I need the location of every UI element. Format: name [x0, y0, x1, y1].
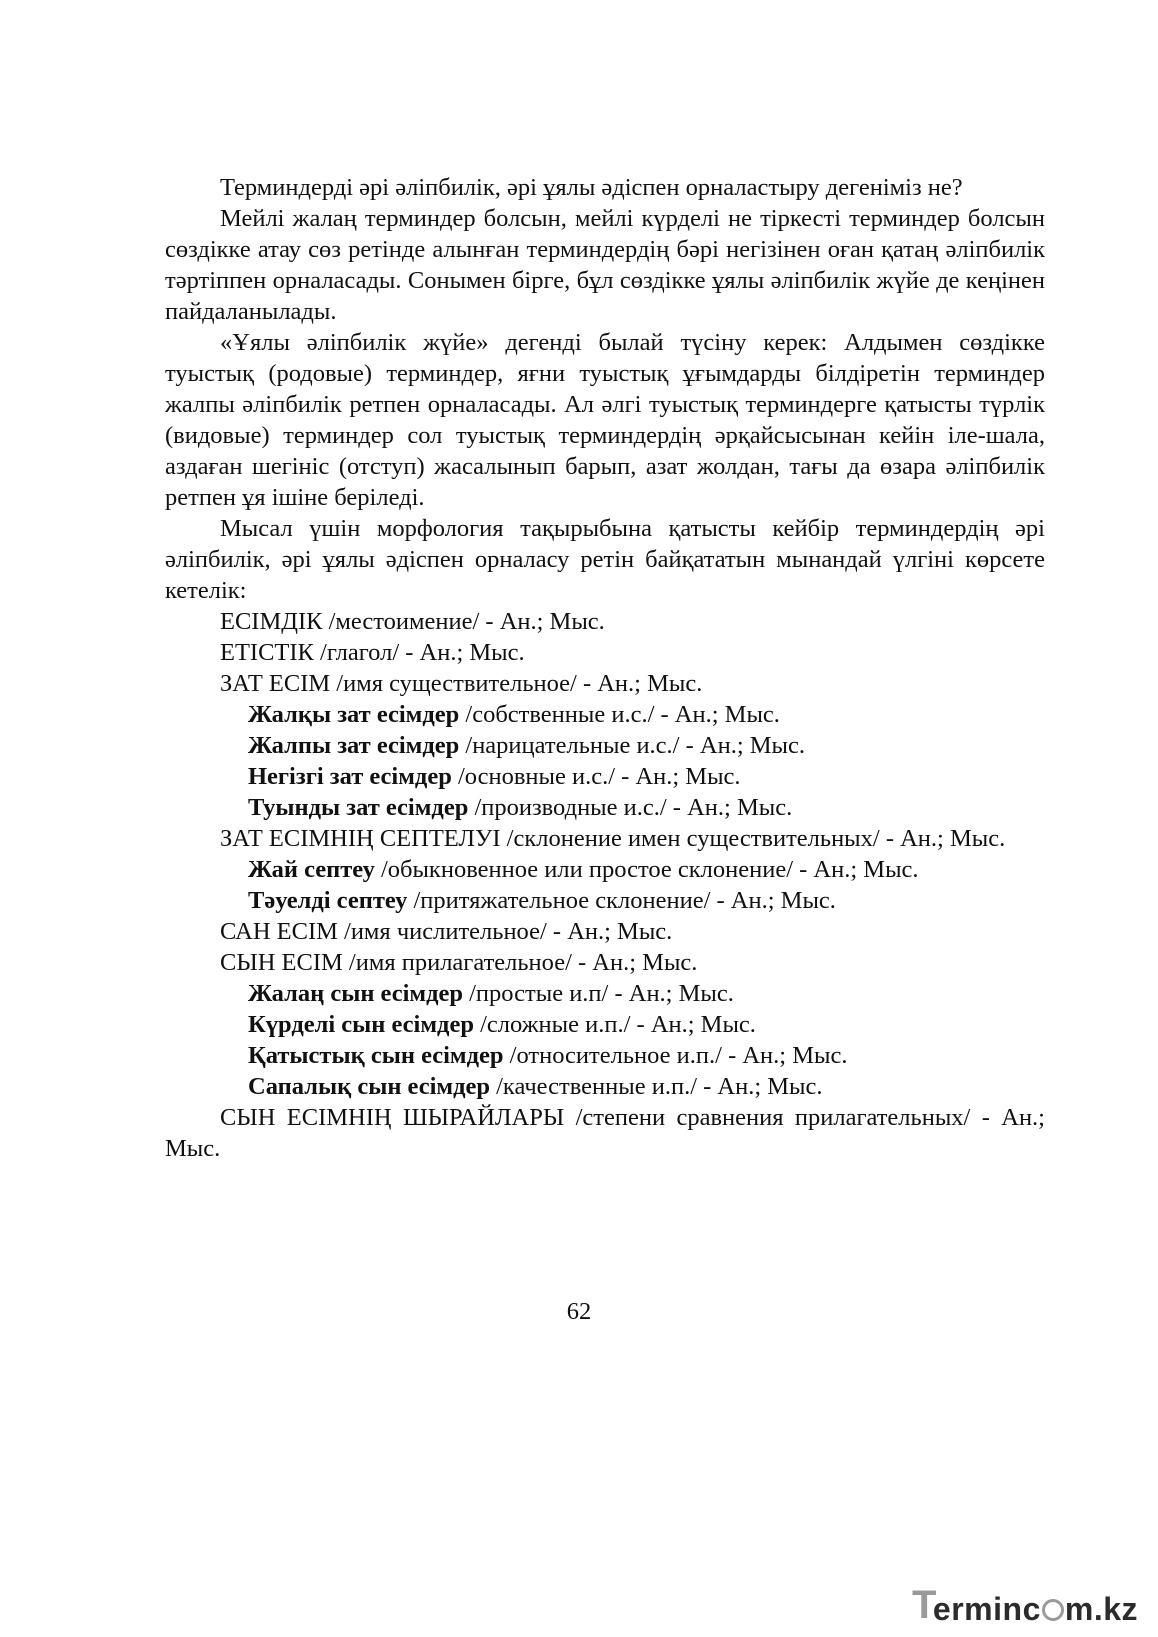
term-entry: СЫН ЕСІМНІҢ ШЫРАЙЛАРЫ /степени сравнения прилагательных/ - Ан.; Мыс. [165, 1104, 1045, 1162]
term-entry: ЕСІМДІК /местоимение/ - Ан.; Мыс. [220, 608, 605, 635]
sub-term-bold: Жалқы зат есімдер [248, 701, 460, 728]
term-entry: САН ЕСІМ /имя числительное/ - Ан.; Мыс. [220, 918, 673, 945]
page-number: 62 [566, 1298, 592, 1325]
sub-term-entry [165, 1071, 1045, 1102]
watermark-o-icon [1042, 1599, 1064, 1621]
sub-term-rest: /сложные и.п./ - Ан.; Мыс. [473, 1011, 756, 1038]
watermark-text-a: erminc [932, 1591, 1041, 1627]
sub-term-bold: Тәуелді септеу [248, 887, 408, 914]
sub-term-rest: /производные и.с./ - Ан.; Мыс. [468, 794, 793, 821]
term-entry: СЫН ЕСІМ /имя прилагательное/ - Ан.; Мыс. [220, 949, 698, 976]
sub-term-entry [165, 885, 1045, 916]
sub-term-rest: /притяжательное склонение/ - Ан.; Мыс. [407, 887, 836, 914]
watermark-text-b: m.kz [1064, 1591, 1138, 1627]
sub-term-rest: /простые и.п/ - Ан.; Мыс. [463, 980, 734, 1007]
sub-term-rest: /собственные и.с./ - Ан.; Мыс. [459, 701, 780, 728]
sub-term-bold: Сапалық сын есімдер [248, 1073, 490, 1100]
sub-term-bold: Жай септеу [248, 856, 375, 883]
sub-term-entry [165, 730, 1045, 761]
term-entry: ЗАТ ЕСІМНІҢ СЕПТЕЛУІ /склонение имен существительных/ - Ан.; Мыс. [220, 825, 1006, 852]
sub-term-entry [165, 978, 1045, 1009]
term-entry: ЗАТ ЕСІМ /имя существительное/ - Ан.; Мыс. [220, 670, 703, 697]
sub-term-entry [165, 1009, 1045, 1040]
paragraph: Мейлі жалаң терминдер болсын, мейлі күрделі не тіркесті терминдер болсын сөздікке атау сөз ретінде алынған терминдердің бәрі негізінен оған қатаң әліпбилік тәртіппен орналасады. Сонымен бірге, бұл сөздікке ұялы әліпбилік жүйе де кеңінен пайдаланылады. [165, 205, 1045, 325]
sub-term-entry [165, 699, 1045, 730]
sub-term-entry [165, 792, 1045, 823]
paragraph: Терминдерді әрі әліпбилік, әрі ұялы әдіспен орналастыру дегеніміз не? [220, 174, 963, 201]
sub-term-bold: Негізгі зат есімдер [248, 763, 452, 790]
sub-term-rest: /нарицательные и.с./ - Ан.; Мыс. [459, 732, 806, 759]
sub-term-entry [165, 1040, 1045, 1071]
sub-term-rest: /качественные и.п./ - Ан.; Мыс. [490, 1073, 823, 1100]
sub-term-bold: Туынды зат есімдер [248, 794, 469, 821]
sub-term-rest: /основные и.с./ - Ан.; Мыс. [451, 763, 741, 790]
watermark-t-icon: T [911, 1583, 937, 1627]
sub-term-bold: Қатыстық сын есімдер [248, 1042, 504, 1069]
paragraph: «Ұялы әліпбилік жүйе» дегенді былай түсіну керек: Алдымен сөздікке туыстық (родовые) терминдер, яғни туыстық ұғымдарды білдіретін терминдер жалпы әліпбилік ретпен орналасады. Ал әлгі туыстық терминдерге қатысты түрлік (видовые) терминдер сол туыстық терминдердің әрқайсысынан кейін іле-шала, аздаған шегініс (отступ) жасалынып барып, азат жолдан, тағы да өзара әліпбилік ретпен ұя ішіне беріледі. [165, 329, 1045, 511]
sub-term-entry [165, 761, 1045, 792]
sub-term-bold: Жалпы зат есімдер [248, 732, 460, 759]
page-body [165, 172, 1045, 1164]
sub-term-bold: Жалаң сын есімдер [248, 980, 463, 1007]
sub-term-rest: /обыкновенное или простое склонение/ - Ан.; Мыс. [374, 856, 919, 883]
watermark-logo [912, 1577, 1138, 1625]
paragraph: Мысал үшін морфология тақырыбына қатысты кейбір терминдердің әрі әліпбилік, әрі ұялы әдіспен орналасу ретін байқататын мынандай үлгіні көрсете кетелік: [165, 515, 1045, 604]
term-entry: ЕТІСТІК /глагол/ - Ан.; Мыс. [220, 639, 525, 666]
sub-term-rest: /относительное и.п./ - Ан.; Мыс. [503, 1042, 848, 1069]
sub-term-entry [165, 854, 1045, 885]
sub-term-bold: Күрделі сын есімдер [248, 1011, 474, 1038]
